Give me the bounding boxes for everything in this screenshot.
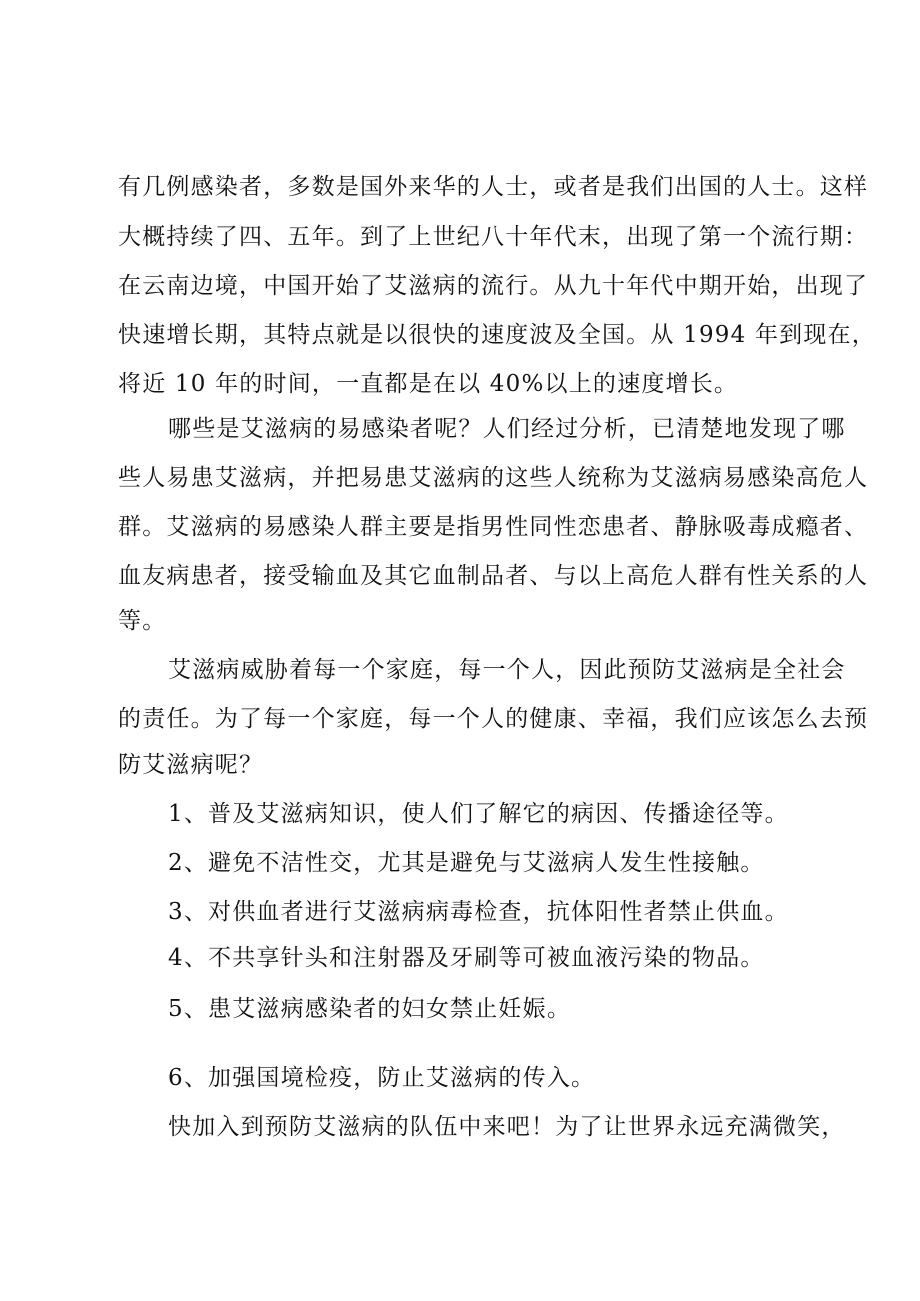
paragraph-1-line-4: 快速增长期，其特点就是以很快的速度波及全国。从 1994 年到现在，: [118, 322, 876, 348]
measure-item-5: 5、患艾滋病感染者的妇女禁止妊娠。: [168, 996, 572, 1022]
paragraph-2-line-5: 等。: [118, 608, 167, 634]
measure-item-1: 1、普及艾滋病知识，使人们了解它的病因、传播途径等。: [168, 801, 789, 827]
closing-line: 快加入到预防艾滋病的队伍中来吧！为了让世界永远充满微笑，: [168, 1114, 846, 1140]
paragraph-2-line-1: 哪些是艾滋病的易感染者呢？人们经过分析，已清楚地发现了哪: [168, 416, 846, 442]
paragraph-3-line-3: 防艾滋病呢？: [118, 752, 264, 778]
paragraph-2-line-2: 些人易患艾滋病，并把易患艾滋病的这些人统称为艾滋病易感染高危人: [118, 465, 869, 491]
paragraph-3-line-2: 的责任。为了每一个家庭，每一个人的健康、幸福，我们应该怎么去预: [118, 706, 869, 732]
paragraph-2-line-4: 血友病患者，接受输血及其它血制品者、与以上高危人群有性关系的人: [118, 563, 869, 589]
measure-item-6: 6、加强国境检疫，防止艾滋病的传入。: [168, 1065, 596, 1091]
paragraph-1-line-3: 在云南边境，中国开始了艾滋病的流行。从九十年代中期开始，出现了: [118, 273, 869, 299]
paragraph-3-line-1: 艾滋病威胁着每一个家庭，每一个人，因此预防艾滋病是全社会: [168, 657, 846, 683]
paragraph-2-line-3: 群。艾滋病的易感染人群主要是指男性同性恋患者、静脉吸毒成瘾者、: [118, 514, 869, 540]
paragraph-1-line-2: 大概持续了四、五年。到了上世纪八十年代末，出现了第一个流行期：: [118, 224, 869, 250]
paragraph-1-line-5: 将近 10 年的时间，一直都是在以 40%以上的速度增长。: [118, 371, 739, 397]
paragraph-1-line-1: 有几例感染者，多数是国外来华的人士，或者是我们出国的人士。这样: [118, 174, 869, 200]
measure-item-4: 4、不共享针头和注射器及牙刷等可被血液污染的物品。: [168, 945, 765, 971]
measure-item-3: 3、对供血者进行艾滋病病毒检查，抗体阳性者禁止供血。: [168, 899, 789, 925]
measure-item-2: 2、避免不洁性交，尤其是避免与艾滋病人发生性接触。: [168, 850, 765, 876]
